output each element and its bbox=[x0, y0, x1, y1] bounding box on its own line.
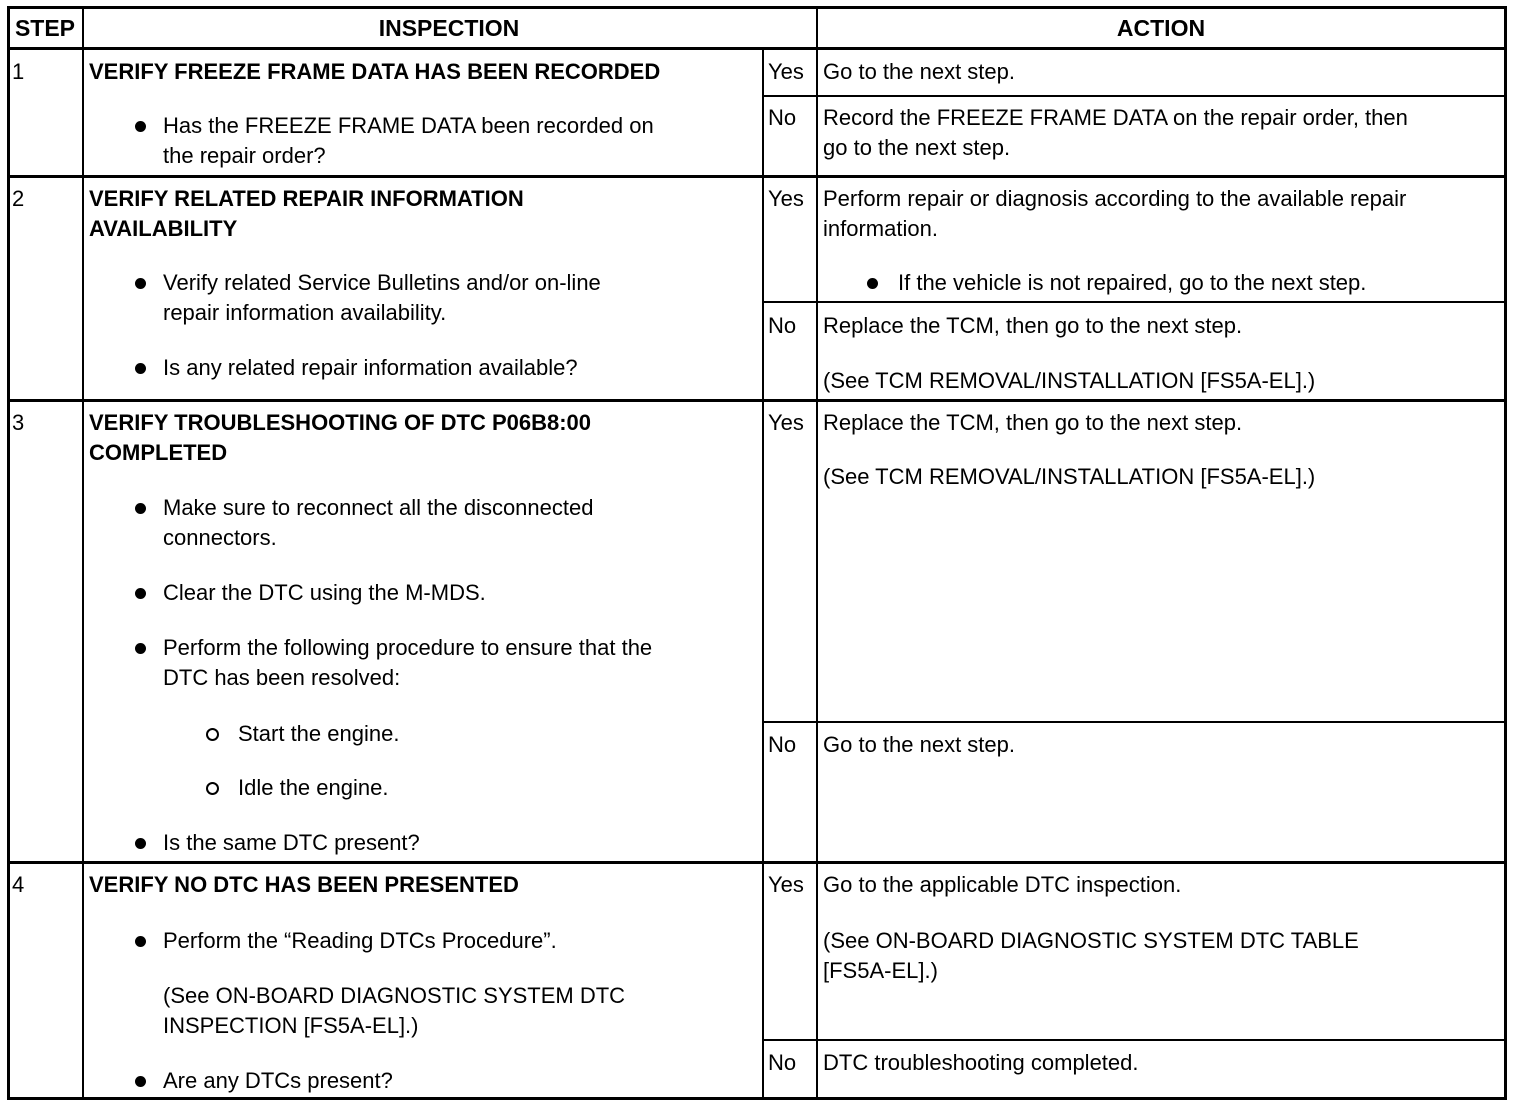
row-divider-step2-yesno bbox=[762, 301, 1507, 303]
step-title: VERIFY TROUBLESHOOTING OF DTC P06B8:00 bbox=[89, 410, 592, 435]
bullet-icon bbox=[135, 121, 146, 132]
inspection-bullet-ref: (See ON-BOARD DIAGNOSTIC SYSTEM DTC bbox=[163, 983, 626, 1008]
no-action-ref: (See TCM REMOVAL/INSTALLATION [FS5A-EL].) bbox=[823, 368, 1316, 393]
col-divider-header-action bbox=[816, 6, 818, 1100]
sub-bullet-icon bbox=[206, 728, 219, 741]
row-divider-step2 bbox=[7, 399, 1507, 402]
no-label: No bbox=[768, 732, 797, 757]
no-action-text: Replace the TCM, then go to the next step. bbox=[823, 313, 1243, 338]
step-title: VERIFY NO DTC HAS BEEN PRESENTED bbox=[89, 872, 519, 897]
step-title: COMPLETED bbox=[89, 440, 228, 465]
yes-action-ref: [FS5A-EL].) bbox=[823, 958, 938, 983]
inspection-bullet-text: repair information availability. bbox=[163, 300, 447, 325]
header-action: ACTION bbox=[1116, 15, 1206, 41]
bullet-icon bbox=[135, 278, 146, 289]
yes-label: Yes bbox=[768, 872, 804, 897]
header-step: STEP bbox=[14, 15, 76, 41]
yes-label: Yes bbox=[768, 59, 804, 84]
step-title: AVAILABILITY bbox=[89, 216, 238, 241]
inspection-bullet-text: Clear the DTC using the M-MDS. bbox=[163, 580, 486, 605]
inspection-bullet-text: Perform the following procedure to ensure that the bbox=[163, 635, 653, 660]
bullet-icon bbox=[135, 643, 146, 654]
row-divider-header bbox=[7, 47, 1507, 50]
bullet-icon bbox=[135, 363, 146, 374]
inspection-bullet-text: connectors. bbox=[163, 525, 277, 550]
no-label: No bbox=[768, 1050, 797, 1075]
row-divider-step3 bbox=[7, 861, 1507, 864]
inspection-bullet-ref: INSPECTION [FS5A-EL].) bbox=[163, 1013, 419, 1038]
inspection-bullet-text: Are any DTCs present? bbox=[163, 1068, 393, 1093]
yes-label: Yes bbox=[768, 186, 804, 211]
row-divider-step1 bbox=[7, 175, 1507, 178]
col-divider-step bbox=[82, 6, 84, 1100]
inspection-bullet-text: DTC has been resolved: bbox=[163, 665, 401, 690]
step-title: VERIFY FREEZE FRAME DATA HAS BEEN RECORDED bbox=[89, 59, 661, 84]
yes-action-text: information. bbox=[823, 216, 938, 241]
bullet-icon bbox=[135, 503, 146, 514]
yes-action-ref: (See TCM REMOVAL/INSTALLATION [FS5A-EL].) bbox=[823, 464, 1316, 489]
no-action-text: DTC troubleshooting completed. bbox=[823, 1050, 1139, 1075]
bullet-icon bbox=[135, 838, 146, 849]
inspection-bullet-text: Has the FREEZE FRAME DATA been recorded on bbox=[163, 113, 654, 138]
inspection-bullet-text: Is the same DTC present? bbox=[163, 830, 420, 855]
bullet-icon bbox=[135, 1076, 146, 1087]
yes-action-ref: (See ON-BOARD DIAGNOSTIC SYSTEM DTC TABLE bbox=[823, 928, 1359, 953]
yes-action-text: Perform repair or diagnosis according to the available repair bbox=[823, 186, 1407, 211]
step-title: VERIFY RELATED REPAIR INFORMATION bbox=[89, 186, 524, 211]
yes-action-text: Replace the TCM, then go to the next step. bbox=[823, 410, 1243, 435]
no-label: No bbox=[768, 313, 797, 338]
bullet-icon bbox=[867, 278, 878, 289]
inspection-bullet-text: Verify related Service Bulletins and/or on-line bbox=[163, 270, 601, 295]
inspection-bullet-text: Is any related repair information available? bbox=[163, 355, 578, 380]
step-number: 4 bbox=[12, 872, 25, 897]
row-divider-step4-yesno bbox=[762, 1039, 1507, 1041]
step-number: 3 bbox=[12, 410, 25, 435]
yes-action-text: Go to the next step. bbox=[823, 59, 1016, 84]
sub-bullet-icon bbox=[206, 782, 219, 795]
no-action-text: go to the next step. bbox=[823, 135, 1011, 160]
yes-action-text: Go to the applicable DTC inspection. bbox=[823, 872, 1182, 897]
inspection-subbullet-text: Idle the engine. bbox=[238, 775, 389, 800]
no-label: No bbox=[768, 105, 797, 130]
inspection-subbullet-text: Start the engine. bbox=[238, 721, 400, 746]
no-action-text: Go to the next step. bbox=[823, 732, 1016, 757]
col-divider-inspection-yesno bbox=[762, 49, 764, 1100]
yes-label: Yes bbox=[768, 410, 804, 435]
no-action-text: Record the FREEZE FRAME DATA on the repair order, then bbox=[823, 105, 1408, 130]
step-number: 1 bbox=[12, 59, 25, 84]
header-inspection: INSPECTION bbox=[378, 15, 520, 41]
bullet-icon bbox=[135, 588, 146, 599]
inspection-bullet-text: Make sure to reconnect all the disconnected bbox=[163, 495, 594, 520]
bullet-icon bbox=[135, 936, 146, 947]
inspection-bullet-text: the repair order? bbox=[163, 143, 326, 168]
step-number: 2 bbox=[12, 186, 25, 211]
row-divider-step3-yesno bbox=[762, 721, 1507, 723]
row-divider-step1-yesno bbox=[762, 95, 1507, 97]
inspection-bullet-text: Perform the “Reading DTCs Procedure”. bbox=[163, 928, 557, 953]
yes-action-bullet: If the vehicle is not repaired, go to the next step. bbox=[898, 270, 1367, 295]
